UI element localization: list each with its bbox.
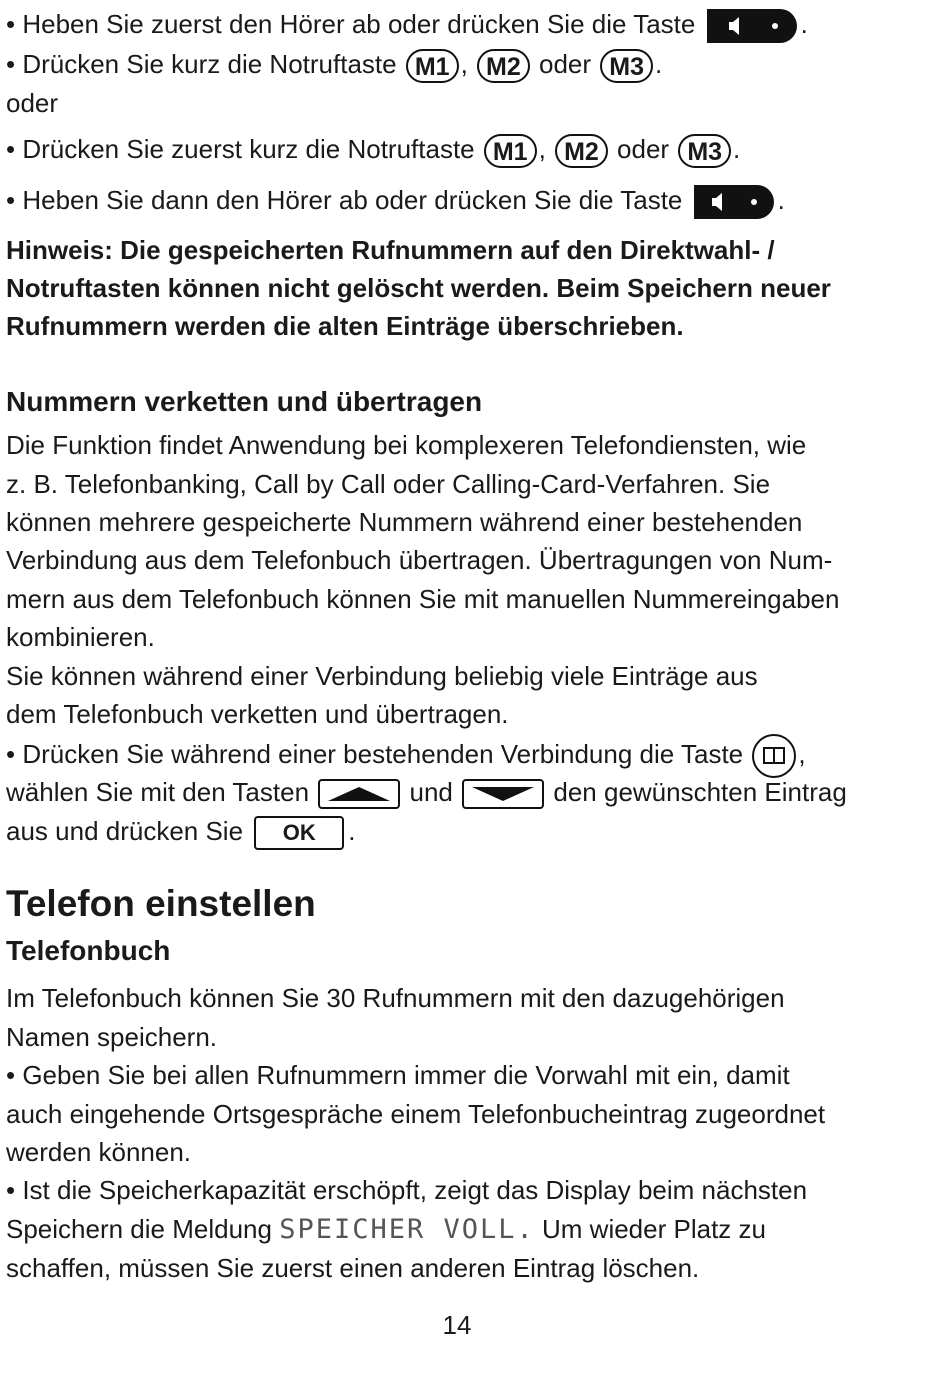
m3-key-icon: M3 xyxy=(678,134,731,168)
instruction-line-1: • Heben Sie zuerst den Hörer ab oder drücken Sie die Taste . xyxy=(6,8,808,43)
m1-key-icon: M1 xyxy=(406,49,459,83)
bullet-line: • Drücken Sie während einer bestehenden Verbindung die Taste , xyxy=(6,734,806,778)
oder-line: oder xyxy=(6,88,59,118)
m2-key-icon: M2 xyxy=(555,134,608,168)
speaker-key-icon xyxy=(707,9,797,43)
paragraph-line: • Ist die Speicherkapazität erschöpft, zeigt das Display beim nächsten xyxy=(6,1175,808,1205)
note-line: Hinweis: Die gespeicherten Rufnummern auf den Direktwahl- / xyxy=(6,235,775,265)
paragraph-line: auch eingehende Ortsgespräche einem Telefonbucheintrag zugeordnet xyxy=(6,1099,826,1129)
bullet-line: wählen Sie mit den Tasten und den gewünschten Eintrag xyxy=(6,776,847,809)
paragraph-line: werden können. xyxy=(6,1137,192,1167)
paragraph-line: schaffen, müssen Sie zuerst einen anderen Eintrag löschen. xyxy=(6,1253,700,1283)
paragraph-line: Die Funktion findet Anwendung bei komplexeren Telefondiensten, wie xyxy=(6,430,807,460)
section-heading: Nummern verketten und übertragen xyxy=(6,386,483,417)
paragraph-line: dem Telefonbuch verketten und übertragen. xyxy=(6,699,509,729)
arrow-down-key-icon xyxy=(462,779,544,809)
ok-key-icon: OK xyxy=(254,816,344,850)
note-line: Rufnummern werden die alten Einträge überschrieben. xyxy=(6,311,684,341)
chapter-title: Telefon einstellen xyxy=(6,883,316,924)
display-message: SPEICHER VOLL. xyxy=(279,1214,535,1245)
phonebook-key-icon xyxy=(752,734,796,778)
paragraph-line: z. B. Telefonbanking, Call by Call oder Calling-Card-Verfahren. Sie xyxy=(6,469,771,499)
paragraph-line: können mehrere gespeicherte Nummern während einer bestehenden xyxy=(6,507,803,537)
instruction-line-5: • Heben Sie dann den Hörer ab oder drücken Sie die Taste . xyxy=(6,184,785,219)
paragraph-line: Speichern die Meldung SPEICHER VOLL. Um wieder Platz zu xyxy=(6,1214,766,1245)
paragraph-line: Namen speichern. xyxy=(6,1022,217,1052)
m1-key-icon: M1 xyxy=(484,134,537,168)
speaker-key-icon xyxy=(694,185,774,219)
section-heading: Telefonbuch xyxy=(6,935,171,966)
note-line: Notruftasten können nicht gelöscht werden. Beim Speichern neuer xyxy=(6,273,831,303)
paragraph-line: Verbindung aus dem Telefonbuch übertragen. Übertragungen von Num- xyxy=(6,545,833,575)
m2-key-icon: M2 xyxy=(477,49,530,83)
arrow-up-key-icon xyxy=(318,779,400,809)
page-number: 14 xyxy=(442,1310,472,1340)
paragraph-line: Sie können während einer Verbindung beliebig viele Einträge aus xyxy=(6,661,758,691)
paragraph-line: • Geben Sie bei allen Rufnummern immer die Vorwahl mit ein, damit xyxy=(6,1060,790,1090)
m3-key-icon: M3 xyxy=(600,49,653,83)
paragraph-line: Im Telefonbuch können Sie 30 Rufnummern mit den dazugehörigen xyxy=(6,983,785,1013)
paragraph-line: kombinieren. xyxy=(6,622,155,652)
paragraph-line: mern aus dem Telefonbuch können Sie mit manuellen Nummereingaben xyxy=(6,584,840,614)
instruction-line-4: • Drücken Sie zuerst kurz die Notruftaste M1 , M2 oder M3 . xyxy=(6,134,741,167)
bullet-line: aus und drücken Sie OK . xyxy=(6,815,356,850)
instruction-line-2: • Drücken Sie kurz die Notruftaste M1 , M2 oder M3 . xyxy=(6,49,663,82)
